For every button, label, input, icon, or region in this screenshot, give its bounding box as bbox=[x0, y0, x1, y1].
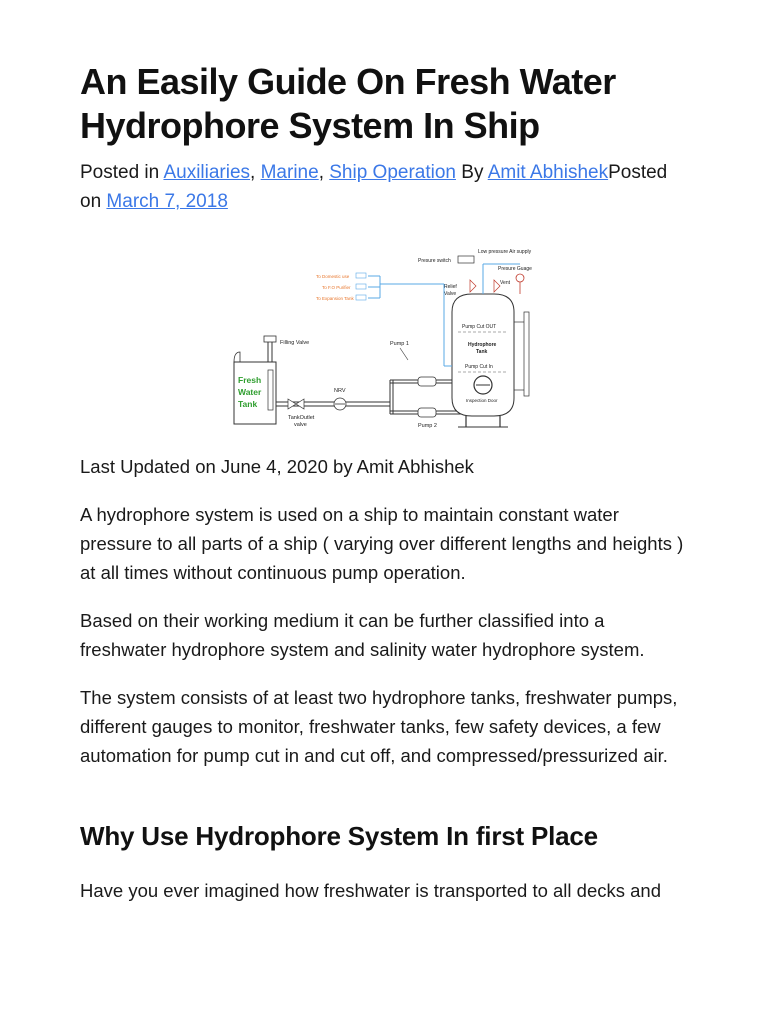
category-link-ship-operation[interactable]: Ship Operation bbox=[329, 162, 456, 183]
hydrophore-label-2: Tank bbox=[476, 349, 488, 355]
pump-cut-in-label: Pump Cut In bbox=[465, 364, 493, 370]
pressure-switch bbox=[458, 256, 474, 263]
by-label: By bbox=[456, 162, 488, 183]
level-gauge bbox=[268, 370, 273, 410]
to-expansion-label: To Expansion Tank bbox=[316, 296, 354, 301]
diagram-svg bbox=[230, 242, 550, 432]
date-link[interactable]: March 7, 2018 bbox=[106, 191, 228, 212]
category-link-auxiliaries[interactable]: Auxiliaries bbox=[163, 162, 251, 183]
hydrophore-diagram bbox=[230, 242, 550, 432]
section-paragraph: Have you ever imagined how freshwater is transported to all decks and bbox=[80, 880, 661, 901]
post-meta: Posted in Auxiliaries, Marine, Ship Operation By Amit AbhishekPosted on March 7, 2018 bbox=[80, 162, 668, 212]
nrv-label: NRV bbox=[334, 388, 346, 394]
pump1-label: Pump 1 bbox=[390, 341, 409, 347]
section-heading: Why Use Hydrophore System In first Place bbox=[80, 821, 598, 851]
paragraph-1: A hydrophore system is used on a ship to maintain constant water pressure to all parts of a ship ( varying over different lengths and heights ) at all times without continuous pump operation. bbox=[80, 504, 684, 583]
pump-1 bbox=[418, 377, 436, 386]
tank-outlet-label-2: valve bbox=[294, 422, 307, 428]
relief-label-1: Relief bbox=[444, 284, 457, 290]
filling-valve bbox=[264, 336, 276, 342]
pressure-gauge-label: Presure Guage bbox=[498, 266, 532, 272]
relief-label-2: Valve bbox=[444, 291, 457, 297]
paragraph-2: Based on their working medium it can be further classified into a freshwater hydrophore system and salinity water hydrophore system. bbox=[80, 610, 645, 660]
posted-on-label: Posted on bbox=[80, 162, 668, 212]
last-updated: Last Updated on June 4, 2020 by Amit Abhishek bbox=[80, 456, 474, 477]
author-link[interactable]: Amit Abhishek bbox=[487, 162, 609, 183]
tank-outlet-label-1: TankOutlet bbox=[288, 415, 315, 421]
paragraph-3: The system consists of at least two hydrophore tanks, freshwater pumps, different gauges to monitor, freshwater tanks, few safety devices, a few automation for pump cut in and cut off, and compressed/pressurized air. bbox=[80, 687, 678, 766]
to-domestic-label: To Domestic use bbox=[316, 274, 350, 279]
posted-in-label: Posted in bbox=[80, 162, 164, 183]
pump-2 bbox=[418, 408, 436, 417]
page-title: An Easily Guide On Fresh Water Hydrophore System In Ship bbox=[80, 61, 616, 146]
pressure-switch-label: Presure switch bbox=[418, 258, 451, 264]
pump2-label: Pump 2 bbox=[418, 423, 437, 429]
to-purifier-label: To F.O Purifier bbox=[322, 285, 351, 290]
low-pressure-air-label: Low pressure Air supply bbox=[478, 249, 532, 255]
inspection-door-label: Inspection Door bbox=[466, 398, 498, 403]
pressure-gauge bbox=[516, 274, 524, 282]
vent-label: Vent bbox=[500, 280, 511, 286]
fresh-label-1: Fresh bbox=[238, 375, 262, 385]
pump-cut-out-label: Pump Cut OUT bbox=[462, 324, 497, 330]
category-link-marine[interactable]: Marine bbox=[260, 162, 319, 183]
filling-valve-label: Filling Valve bbox=[280, 340, 310, 346]
sight-glass bbox=[524, 312, 529, 396]
fresh-label-2: Water bbox=[238, 387, 262, 397]
fresh-label-3: Tank bbox=[238, 399, 258, 409]
hydrophore-label-1: Hydrophore bbox=[468, 342, 497, 348]
